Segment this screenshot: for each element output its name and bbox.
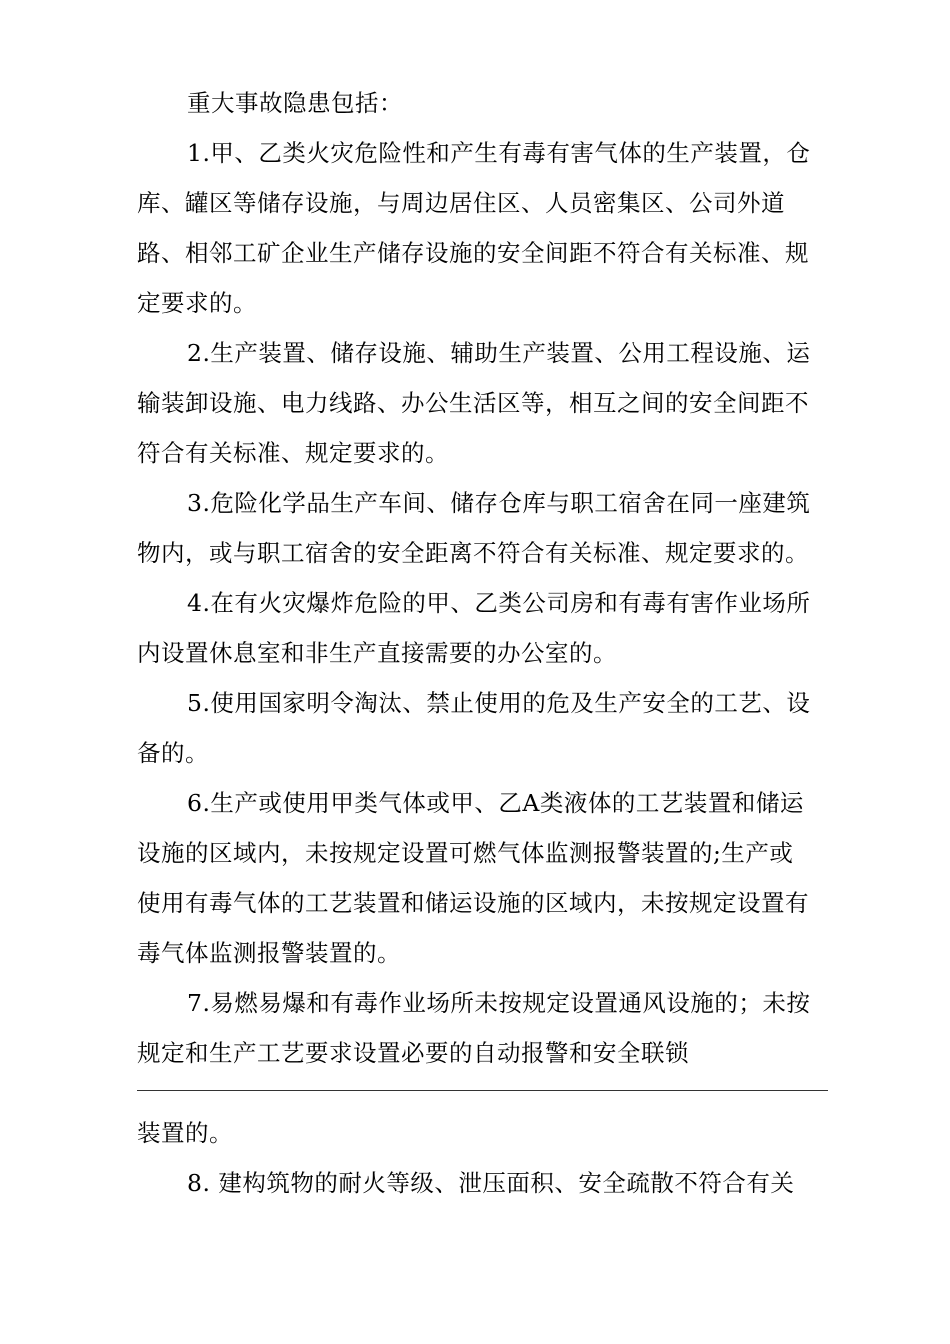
item-2-line-3: 符合有关标准、规定要求的。	[137, 439, 449, 467]
item-7-line-2: 规定和生产工艺要求设置必要的自动报警和安全联锁	[137, 1039, 689, 1067]
item-6-line-2: 设施的区域内，未按规定设置可燃气体监测报警装置的;生产或	[137, 839, 794, 867]
item-6-line-3: 使用有毒气体的工艺装置和储运设施的区域内，未按规定设置有	[137, 889, 809, 917]
item-7-line-1: 7.易燃易爆和有毒作业场所未按规定设置通风设施的；未按	[187, 989, 811, 1017]
page-divider	[137, 1090, 828, 1091]
item-2-line-2: 输装卸设施、电力线路、办公生活区等，相互之间的安全间距不	[137, 389, 809, 417]
item-5-line-1: 5.使用国家明令淘汰、禁止使用的危及生产安全的工艺、设	[187, 689, 811, 717]
item-5-line-2: 备的。	[137, 739, 209, 767]
item-6-line-4: 毒气体监测报警装置的。	[137, 939, 401, 967]
item-3-line-2: 物内，或与职工宿舍的安全距离不符合有关标准、规定要求的。	[137, 539, 809, 567]
item-7-line-3: 装置的。	[137, 1119, 233, 1147]
item-1-line-1: 1.甲、乙类火灾危险性和产生有毒有害气体的生产装置，仓	[187, 139, 811, 167]
item-1-line-2: 库、罐区等储存设施，与周边居住区、人员密集区、公司外道	[137, 189, 785, 217]
item-6-line-1: 6.生产或使用甲类气体或甲、乙A类液体的工艺装置和储运	[187, 789, 804, 817]
item-3-line-1: 3.危险化学品生产车间、储存仓库与职工宿舍在同一座建筑	[187, 489, 811, 517]
item-1-line-4: 定要求的。	[137, 289, 257, 317]
item-2-line-1: 2.生产装置、储存设施、辅助生产装置、公用工程设施、运	[187, 339, 811, 367]
item-8-line-1: 8. 建构筑物的耐火等级、泄压面积、安全疏散不符合有关	[187, 1169, 795, 1197]
item-1-line-3: 路、相邻工矿企业生产储存设施的安全间距不符合有关标准、规	[137, 239, 809, 267]
item-4-line-1: 4.在有火灾爆炸危险的甲、乙类公司房和有毒有害作业场所	[187, 589, 811, 617]
heading-line: 重大事故隐患包括：	[187, 89, 403, 117]
item-4-line-2: 内设置休息室和非生产直接需要的办公室的。	[137, 639, 617, 667]
